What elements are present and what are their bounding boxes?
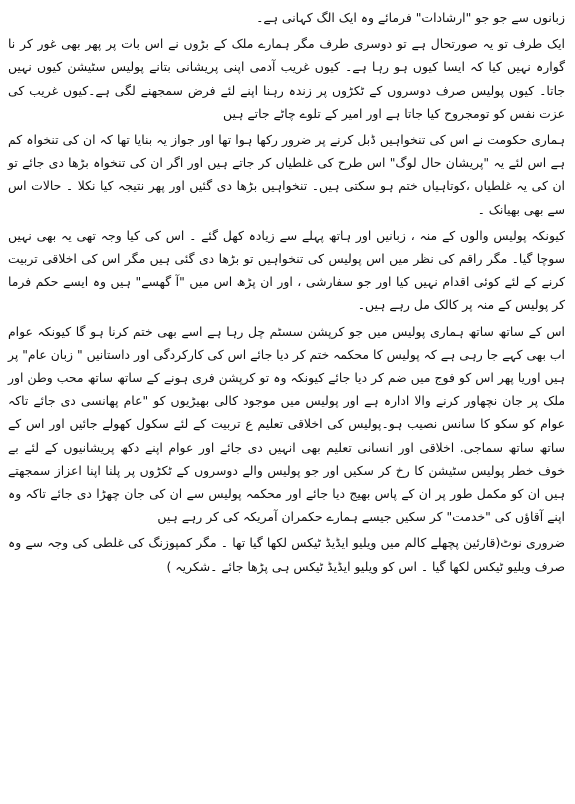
paragraph-situation: ایک طرف تو یہ صورتحال ہے تو دوسری طرف مگر ہمارے ملک کے بڑوں نے اس بات پر پھر بھی غور کر نا گوارہ نہیں کیا کہ ایسا کیوں ہو رہا ہے۔ کیوں غریب آدمی اپنی پریشانی بتانے پولیس سٹیشن کیوں نہیں جاتا۔ کیوں پولیس صرف دوسروں کے ٹکڑوں پر زندہ رہنا اپنے لئے فرض سمجھنے لگی ہے۔کیوں غریب کی عزت نفس کو تومجروح کیا جاتا ہے اور امیر کے تلوے چاٹے جاتے ہیں — [8, 36, 565, 121]
paragraph-important-note: ضروری نوٹ(قارئین پچھلے کالم میں ویلیو ایڈیڈ ٹیکس لکھا گیا تھا ۔ مگر کمپوزنگ کی غلطی کی وجہ سے وہ صرف ویلیو ٹیکس لکھا گیا ۔ اس کو ویلیو ایڈیڈ ٹیکس ہی پڑھا جائے ۔شکریہ ) — [8, 535, 565, 574]
paragraph-intro-line: زبانوں سے جو جو "ارشادات" فرمائے وہ ایک الگ کہانی ہے۔ — [256, 10, 565, 25]
paragraph-corruption: اس کے ساتھ ساتھ ہماری پولیس میں جو کرپشن سسٹم چل رہا ہے اسے بھی ختم کرنا ہو گا کیونکہ عوام اب بھی کہے جا رہی ہے کہ پولیس کا محکمہ ختم کر دیا جائے اس کی کارکردگی اور داستانیں " زبان عام" پر ہیں اوریا پھر اس کو فوج میں ضم کر دیا جائے کیونکہ وہ تو کرپشن فری ہونے کے ساتھ ساتھ محب وطن اور ملک پر جان نچھاور کرنے والا ادارہ ہے اور پولیس میں موجود کالی بھیڑیوں کو "عام پھانسی دی جائے تاکہ عوام کو سکو کا سانس نصیب ہو۔پولیس کی اخلاقی تعلیم ع تربیت کے لئے سکول کھولے جائیں اور اس کے ساتھ ساتھ سماجی. اخلاقی اور انسانی تعلیم بھی انہیں دی جائے اور عوام اپنے دکھ پریشانیوں کے لئے بے خوف خطر پولیس سٹیشن کا رخ کر سکیں اور جو پولیس والے دوسروں کے ٹکڑوں پر پلنا اپنا اعزاز سمجھتے ہیں ان کو مکمل طور پر ان کے پاس بھیج دیا جائے اور محکمہ پولیس سے ان کی جان چھڑا دی جائے تاکہ وہ اپنے آقاؤں کی "خدمت" کر سکیں جیسے ہمارے حکمران آمریکہ کی کر رہے ہیں — [8, 323, 565, 525]
paragraph-salaries: ہماری حکومت نے اس کی تنخواہیں ڈبل کرنے پر ضرور رکھا ہوا تھا اور جواز یہ بنایا تھا کہ ان کی تنخواہ کم ہے اس لئے یہ "پریشان حال لوگ" اس طرح کی غلطیاں کر جاتے ہیں اور اگر ان کی تنخواہ بڑھا دی جائے تو ان کی یہ غلطیاں ،کوتاہیاں ختم ہو سکتی ہیں۔ تنخواہیں بڑھا دی گئیں اور پھر نتیجہ کیا نکلا ۔ حالات اس سے بھی بھیانک ۔ — [8, 132, 565, 217]
paragraph-police-mouths: کیونکہ پولیس والوں کے منہ ، زبانیں اور ہاتھ پہلے سے زیادہ کھل گئے ۔ اس کی کیا وجہ تھی یہ بھی نہیں سوچا گیا۔ مگر راقم کی نظر میں اس پولیس کی تنخواہیں تو بڑھا دی گئی ہیں مگر اس کی اخلاقی تربیت کرنے کے لئے کوئی اقدام نہیں کیا اور جو سفارشی ، اور ان پڑھ اس میں "آ گھسے" ہیں وہ ایسے حکم فرما کر پولیس کے منہ پر کالک مل رہے ہیں۔ — [8, 227, 565, 313]
